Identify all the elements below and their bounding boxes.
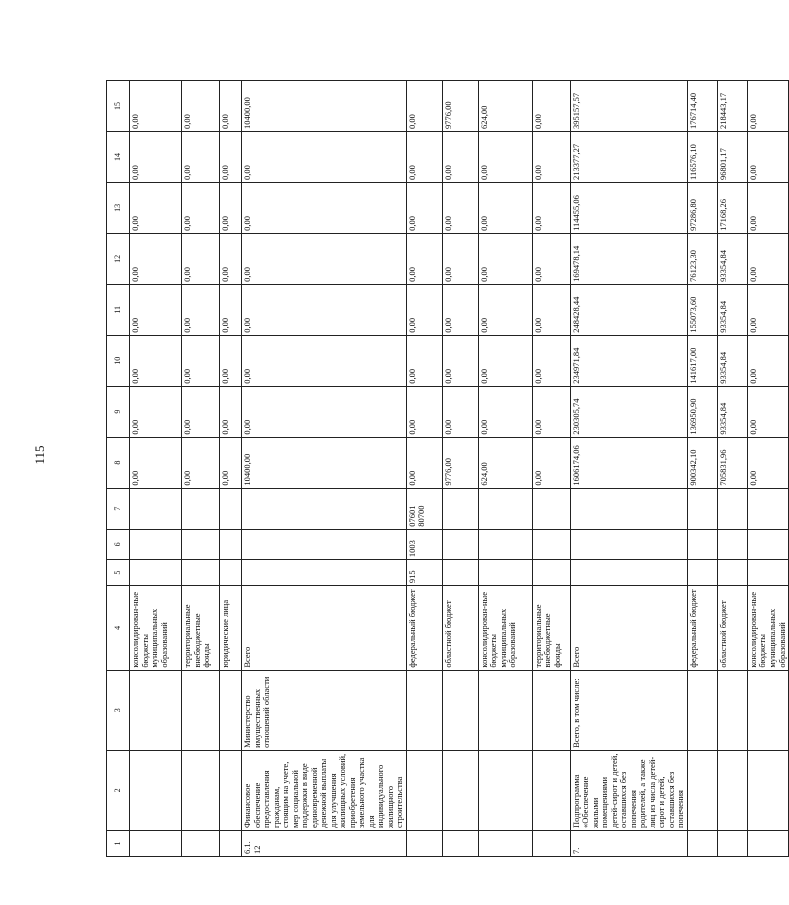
amount-cell: 0,00 — [442, 182, 478, 233]
column-number: 7 — [107, 488, 130, 529]
funding-source-cell: Всего — [570, 586, 687, 671]
executor-cell — [532, 670, 570, 750]
amount-cell: 0,00 — [406, 182, 442, 233]
table-row — [220, 81, 242, 857]
amount-cell: 93354,84 — [717, 386, 747, 437]
amount-cell: 141617,00 — [687, 335, 717, 386]
amount-cell: 0,00 — [242, 132, 407, 183]
table-row — [242, 81, 407, 857]
description-cell — [182, 750, 220, 830]
amount-cell: 1606174,06 — [570, 437, 687, 488]
description-cell — [130, 750, 182, 830]
code-cell — [478, 560, 532, 586]
amount-cell: 0,00 — [406, 386, 442, 437]
code-cell — [242, 529, 407, 559]
executor-cell: Министерство имущественных отношений области — [242, 670, 407, 750]
column-number: 1 — [107, 831, 130, 857]
row-number-cell — [442, 831, 478, 857]
amount-cell: 0,00 — [747, 182, 788, 233]
executor-cell — [130, 670, 182, 750]
amount-cell: 0,00 — [406, 81, 442, 132]
amount-cell: 0,00 — [220, 437, 242, 488]
description-cell — [220, 750, 242, 830]
amount-cell: 0,00 — [242, 284, 407, 335]
amount-cell: 0,00 — [747, 386, 788, 437]
page-number: 115 — [32, 445, 47, 465]
description-cell: Финансовое обеспечение предоставления гражданам, стоящим на учете, мер социальной поддержки в виде единовременной денежной выплаты для улучшения жилищных условий, приобретения земельного участка для индивидуального жилищного строительства — [242, 750, 407, 830]
funding-source-cell: областной бюджет — [442, 586, 478, 671]
amount-cell: 0,00 — [220, 182, 242, 233]
code-cell — [220, 488, 242, 529]
amount-cell: 169478,14 — [570, 233, 687, 284]
code-cell — [242, 488, 407, 529]
description-cell — [717, 750, 747, 830]
row-number-cell — [687, 831, 717, 857]
amount-cell: 0,00 — [130, 386, 182, 437]
amount-cell: 213377,27 — [570, 132, 687, 183]
amount-cell: 155073,60 — [687, 284, 717, 335]
code-cell — [532, 488, 570, 529]
executor-cell — [442, 670, 478, 750]
executor-cell — [717, 670, 747, 750]
row-number-cell — [478, 831, 532, 857]
amount-cell: 0,00 — [478, 132, 532, 183]
funding-source-cell: консолидирован-ные бюджеты муниципальных образований — [478, 586, 532, 671]
description-cell — [532, 750, 570, 830]
code-cell — [717, 488, 747, 529]
code-cell — [687, 488, 717, 529]
amount-cell: 0,00 — [747, 335, 788, 386]
amount-cell: 0,00 — [220, 81, 242, 132]
amount-cell: 93354,84 — [717, 284, 747, 335]
executor-cell — [406, 670, 442, 750]
rotated-table-area — [106, 80, 787, 857]
amount-cell: 900342,10 — [687, 437, 717, 488]
executor-cell — [747, 670, 788, 750]
amount-cell: 395157,57 — [570, 81, 687, 132]
table-row — [747, 81, 788, 857]
amount-cell: 0,00 — [182, 132, 220, 183]
amount-cell: 0,00 — [182, 284, 220, 335]
code-cell — [182, 560, 220, 586]
amount-cell: 0,00 — [478, 386, 532, 437]
code-cell — [717, 560, 747, 586]
code-cell — [182, 529, 220, 559]
code-cell — [220, 529, 242, 559]
amount-cell: 0,00 — [747, 81, 788, 132]
amount-cell: 114455,06 — [570, 182, 687, 233]
table-row — [406, 81, 442, 857]
amount-cell: 0,00 — [242, 335, 407, 386]
amount-cell: 0,00 — [406, 233, 442, 284]
amount-cell: 93354,84 — [717, 233, 747, 284]
amount-cell: 0,00 — [532, 182, 570, 233]
table-row — [570, 81, 687, 857]
code-cell — [532, 560, 570, 586]
funding-source-cell: федеральный бюджет — [687, 586, 717, 671]
executor-cell — [687, 670, 717, 750]
funding-source-cell: консолидирован-ные бюджеты муниципальных образований — [130, 586, 182, 671]
code-cell — [182, 488, 220, 529]
amount-cell: 93354,84 — [717, 335, 747, 386]
row-number-cell — [182, 831, 220, 857]
column-number: 13 — [107, 182, 130, 233]
amount-cell: 0,00 — [478, 284, 532, 335]
amount-cell: 0,00 — [442, 233, 478, 284]
amount-cell: 0,00 — [242, 233, 407, 284]
description-cell — [478, 750, 532, 830]
amount-cell: 116576,10 — [687, 132, 717, 183]
column-number: 14 — [107, 132, 130, 183]
executor-cell: Всего, в том числе: — [570, 670, 687, 750]
rotated-table-frame — [106, 80, 787, 857]
column-number: 11 — [107, 284, 130, 335]
amount-cell: 624,00 — [478, 437, 532, 488]
funding-source-cell: юридические лица — [220, 586, 242, 671]
amount-cell: 230305,74 — [570, 386, 687, 437]
code-cell — [130, 488, 182, 529]
amount-cell: 0,00 — [532, 81, 570, 132]
amount-cell: 96801,17 — [717, 132, 747, 183]
amount-cell: 0,00 — [406, 284, 442, 335]
amount-cell: 0,00 — [747, 132, 788, 183]
amount-cell: 0,00 — [220, 386, 242, 437]
amount-cell: 0,00 — [747, 233, 788, 284]
amount-cell: 136950,90 — [687, 386, 717, 437]
amount-cell: 0,00 — [130, 437, 182, 488]
table-row — [687, 81, 717, 857]
amount-cell: 0,00 — [130, 284, 182, 335]
amount-cell: 176714,40 — [687, 81, 717, 132]
code-cell — [478, 488, 532, 529]
amount-cell: 0,00 — [182, 81, 220, 132]
amount-cell: 10400,00 — [242, 437, 407, 488]
amount-cell: 0,00 — [182, 386, 220, 437]
amount-cell: 0,00 — [406, 132, 442, 183]
code-cell — [687, 560, 717, 586]
executor-cell — [182, 670, 220, 750]
column-number: 8 — [107, 437, 130, 488]
code-cell: 07601 80700 — [406, 488, 442, 529]
code-cell: 1003 — [406, 529, 442, 559]
amount-cell: 0,00 — [478, 233, 532, 284]
code-cell — [687, 529, 717, 559]
amount-cell: 0,00 — [220, 233, 242, 284]
amount-cell: 0,00 — [532, 386, 570, 437]
executor-cell — [478, 670, 532, 750]
amount-cell: 0,00 — [747, 437, 788, 488]
table-row — [182, 81, 220, 857]
code-cell — [717, 529, 747, 559]
description-cell — [442, 750, 478, 830]
code-cell — [570, 488, 687, 529]
code-cell — [747, 529, 788, 559]
amount-cell: 76123,30 — [687, 233, 717, 284]
amount-cell: 0,00 — [532, 335, 570, 386]
amount-cell: 0,00 — [532, 132, 570, 183]
funding-source-cell: Всего — [242, 586, 407, 671]
amount-cell: 0,00 — [406, 437, 442, 488]
code-cell — [130, 529, 182, 559]
amount-cell: 10400,00 — [242, 81, 407, 132]
amount-cell: 0,00 — [182, 182, 220, 233]
code-cell — [570, 560, 687, 586]
amount-cell: 0,00 — [478, 182, 532, 233]
amount-cell: 0,00 — [406, 335, 442, 386]
amount-cell: 0,00 — [182, 335, 220, 386]
funding-source-cell: областной бюджет — [717, 586, 747, 671]
amount-cell: 97286,80 — [687, 182, 717, 233]
code-cell — [442, 560, 478, 586]
code-cell — [570, 529, 687, 559]
table-row — [478, 81, 532, 857]
amount-cell: 0,00 — [532, 233, 570, 284]
amount-cell: 0,00 — [220, 284, 242, 335]
row-number-cell — [717, 831, 747, 857]
amount-cell: 0,00 — [242, 182, 407, 233]
table-row — [717, 81, 747, 857]
amount-cell: 0,00 — [182, 233, 220, 284]
code-cell: 915 — [406, 560, 442, 586]
row-number-cell — [220, 831, 242, 857]
code-cell — [478, 529, 532, 559]
amount-cell: 0,00 — [130, 182, 182, 233]
amount-cell: 9776,00 — [442, 437, 478, 488]
amount-cell: 0,00 — [130, 132, 182, 183]
table-row — [442, 81, 478, 857]
code-cell — [747, 560, 788, 586]
column-number: 3 — [107, 670, 130, 750]
table-row — [532, 81, 570, 857]
description-cell: Подпрограмма «Обеспечение жилыми помещениями детей-сирот и детей, оставшихся без попечения родителей, а также лиц из числа детей-сирот и детей, оставшихся без попечения — [570, 750, 687, 830]
column-number: 10 — [107, 335, 130, 386]
code-cell — [220, 560, 242, 586]
funding-source-cell: консолидирован-ные бюджеты муниципальных образований — [747, 586, 788, 671]
row-number-cell — [130, 831, 182, 857]
amount-cell: 624,00 — [478, 81, 532, 132]
description-cell — [406, 750, 442, 830]
amount-cell: 218443,17 — [717, 81, 747, 132]
column-number-row — [107, 81, 130, 857]
description-cell — [687, 750, 717, 830]
code-cell — [442, 488, 478, 529]
amount-cell: 0,00 — [242, 386, 407, 437]
column-number: 2 — [107, 750, 130, 830]
amount-cell: 0,00 — [442, 335, 478, 386]
amount-cell: 17168,26 — [717, 182, 747, 233]
amount-cell: 0,00 — [130, 81, 182, 132]
amount-cell: 0,00 — [182, 437, 220, 488]
amount-cell: 248428,44 — [570, 284, 687, 335]
funding-source-cell: территориальные внебюджетные фонды — [532, 586, 570, 671]
amount-cell: 0,00 — [442, 284, 478, 335]
code-cell — [242, 560, 407, 586]
amount-cell: 0,00 — [478, 335, 532, 386]
amount-cell: 0,00 — [130, 233, 182, 284]
amount-cell: 0,00 — [442, 132, 478, 183]
amount-cell: 234971,84 — [570, 335, 687, 386]
amount-cell: 0,00 — [532, 437, 570, 488]
amount-cell: 0,00 — [532, 284, 570, 335]
row-number-cell: 6.1. 12 — [242, 831, 407, 857]
amount-cell: 0,00 — [220, 132, 242, 183]
code-cell — [442, 529, 478, 559]
column-number: 4 — [107, 586, 130, 671]
code-cell — [130, 560, 182, 586]
amount-cell: 0,00 — [747, 284, 788, 335]
row-number-cell — [747, 831, 788, 857]
amount-cell: 705831,96 — [717, 437, 747, 488]
column-number: 6 — [107, 529, 130, 559]
row-number-cell — [532, 831, 570, 857]
column-number: 9 — [107, 386, 130, 437]
column-number: 15 — [107, 81, 130, 132]
amount-cell: 0,00 — [220, 335, 242, 386]
funding-source-cell: федеральный бюджет — [406, 586, 442, 671]
amount-cell: 9776,00 — [442, 81, 478, 132]
column-number: 5 — [107, 560, 130, 586]
amount-cell: 0,00 — [130, 335, 182, 386]
row-number-cell — [406, 831, 442, 857]
budget-table — [106, 80, 789, 857]
executor-cell — [220, 670, 242, 750]
code-cell — [747, 488, 788, 529]
row-number-cell: 7. — [570, 831, 687, 857]
funding-source-cell: территориальные внебюджетные фонды — [182, 586, 220, 671]
amount-cell: 0,00 — [442, 386, 478, 437]
code-cell — [532, 529, 570, 559]
table-row — [130, 81, 182, 857]
column-number: 12 — [107, 233, 130, 284]
description-cell — [747, 750, 788, 830]
